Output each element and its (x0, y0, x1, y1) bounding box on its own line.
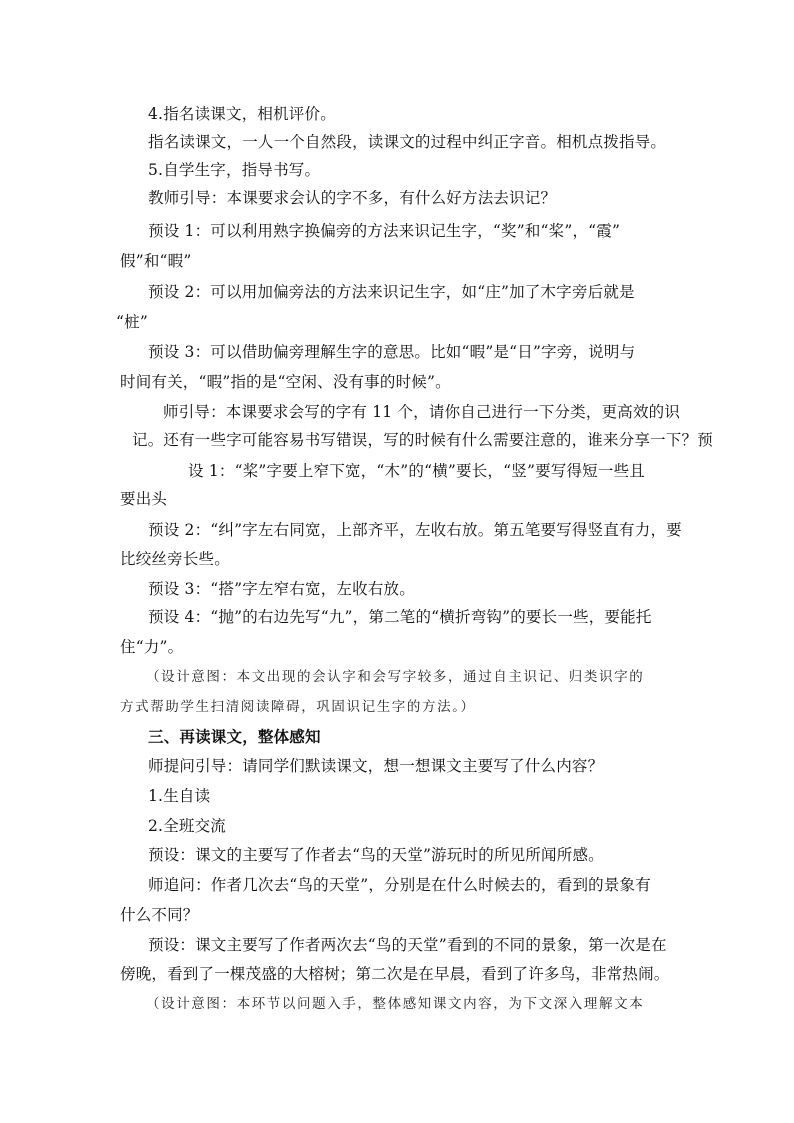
text-line: 住“力”。 (120, 638, 184, 656)
text-line: 师提问引导：请同学们默读课文，想一想课文主要写了什么内容？ (148, 757, 604, 775)
text-line: 预设 3：可以借助偏旁理解生字的意思。比如“暇”是“日”字旁，说明与 (148, 343, 636, 361)
text-line: “桩” (116, 313, 148, 331)
text-line: 预设 4：“抛”的右边先写“九”，第二笔的“横折弯钩”的要长一些，要能托 (148, 608, 652, 626)
text-line: 指名读课文，一人一个自然段，读课文的过程中纠正字音。相机点拨指导。 (148, 133, 667, 151)
text-line: 5.自学生字，指导书写。 (148, 161, 321, 179)
text-line: 师追问：作者几次去“鸟的天堂”，分别是在什么时候去的，看到的景象有 (148, 876, 651, 894)
text-line: 要出头 (120, 490, 168, 508)
design-intent-note: 方式帮助学生扫清阅读障碍，巩固识记生字的方法。） (120, 699, 476, 715)
text-line: 师引导：本课要求会写的字有 11 个，请你自己进行一下分类，更高效的识 (163, 403, 681, 421)
text-line: 什么不同？ (120, 906, 199, 924)
text-line: 时间有关，“暇”指的是“空闲、没有事的时候”。 (120, 373, 451, 391)
design-intent-note: （设计意图：本文出现的会认字和会写字较多，通过自主识记、归类识字的 (146, 669, 645, 685)
text-line: 预设 2：可以用加偏旁法的方法来识记生字，如“庄”加了木字旁后就是 (148, 283, 635, 301)
text-line: 1.生自读 (148, 787, 211, 805)
text-line: 预设：课文主要写了作者两次去“鸟的天堂”看到的不同的景象，第一次是在 (148, 936, 667, 954)
text-line: 预设 3：“搭”字左窄右宽，左收右放。 (148, 580, 415, 598)
text-line: 设 1：“桨”字要上窄下宽，“木”的“横”要长，“竖”要写得短一些且 (188, 462, 645, 480)
text-line: 比绞丝旁长些。 (120, 550, 230, 568)
text-line: 记。还有一些字可能容易书写错误，写的时候有什么需要注意的，谁来分享一下？预 (132, 431, 713, 449)
design-intent-note: （设计意图：本环节以问题入手，整体感知课文内容，为下文深入理解文本 (146, 996, 645, 1012)
text-line: 预设 2：“纠”字左右同宽，上部齐平，左收右放。第五笔要写得竖直有力，要 (148, 521, 682, 539)
text-line: 4.指名读课文，相机评价。 (148, 105, 336, 123)
text-line: 傍晚，看到了一棵茂盛的大榕树；第二次是在早晨，看到了许多鸟，非常热闹。 (120, 965, 670, 983)
section-heading: 三、再读课文，整体感知 (148, 727, 321, 746)
text-line: 预设 1：可以利用熟字换偏旁的方法来识记生字，“奖”和“桨”，“霞” (148, 222, 621, 240)
text-line: 教师引导：本课要求会认的字不多，有什么好方法去识记？ (148, 189, 557, 207)
text-line: 预设：课文的主要写了作者去“鸟的天堂”游玩时的所见所闻所感。 (148, 846, 604, 864)
text-line: 2.全班交流 (148, 817, 226, 835)
text-line: 假”和“暇” (120, 252, 192, 270)
